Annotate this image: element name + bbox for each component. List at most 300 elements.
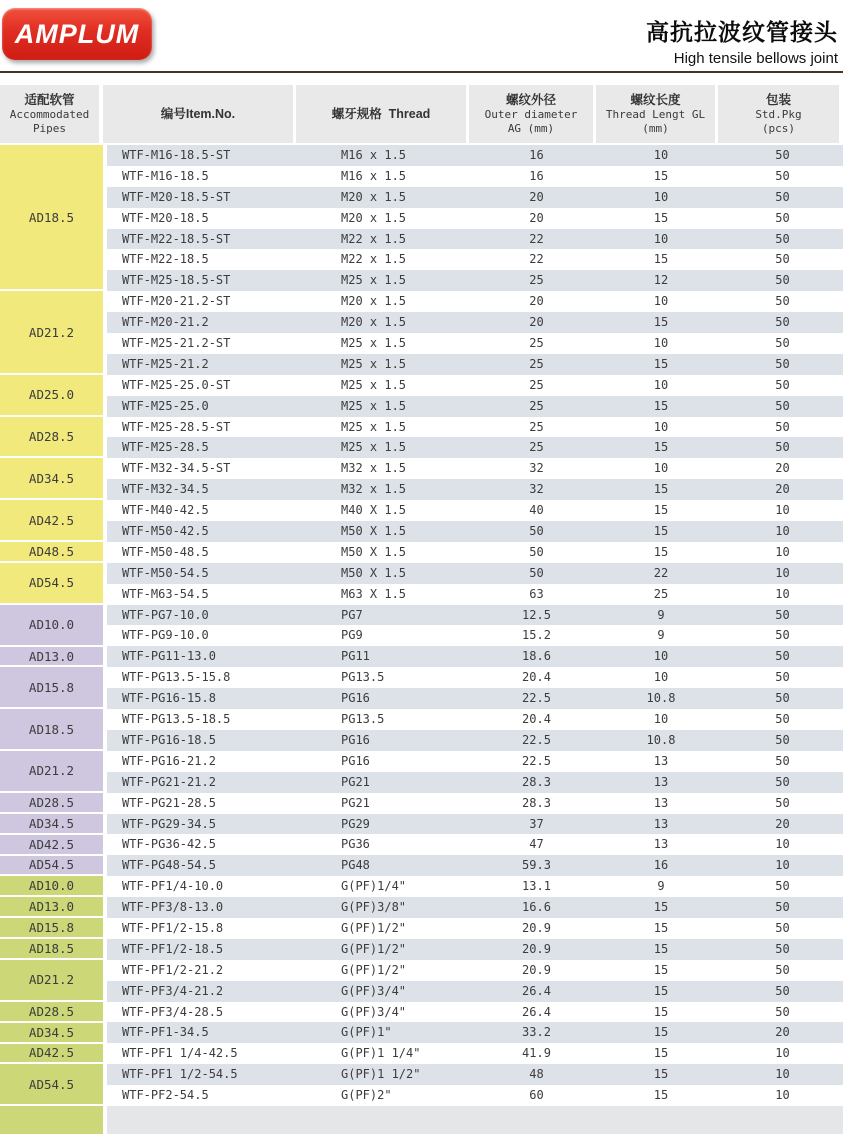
thread-length-cell: 15 [653,356,669,371]
thread-cell: G(PF)3/8" [341,900,407,915]
package-cell: 50 [775,691,790,706]
thread-length-cell: 10 [653,649,669,664]
package-cell: 50 [775,879,790,894]
item-no-cell: WTF-M20-21.2-ST [122,294,231,309]
table-row [107,542,843,563]
pipe-group-cell: AD21.2 [0,751,103,793]
header-line: (mm) [642,121,669,135]
thread-cell: M25 x 1.5 [341,377,407,392]
outer-diameter-cell: 32 [529,482,544,497]
table-row [107,625,843,646]
pipe-group-cell: AD21.2 [0,960,103,1002]
thread-cell: G(PF)1/2" [341,941,407,956]
table-row [107,166,843,187]
item-no-cell: WTF-PG48-54.5 [122,858,216,873]
table-row [107,1085,843,1106]
table-row [107,563,843,584]
package-cell: 20 [775,1025,790,1040]
thread-length-cell: 9 [657,607,665,622]
pipe-group-cell: AD54.5 [0,1064,103,1106]
item-no-cell: WTF-PG16-18.5 [122,732,216,747]
thread-length-cell: 10 [653,419,669,434]
item-no-cell: WTF-PG16-21.2 [122,753,216,768]
thread-cell: M32 x 1.5 [341,461,407,476]
package-cell: 20 [775,461,790,476]
thread-cell: G(PF)1/2" [341,962,407,977]
pipe-group-cell: AD25.0 [0,375,103,417]
thread-cell: PG48 [341,858,370,873]
pipe-group-column [0,145,103,1136]
thread-length-cell: 10 [653,148,669,162]
package-cell: 50 [775,732,790,747]
header-line: 适配软管 [24,92,75,107]
item-no-cell: WTF-PF1/4-10.0 [122,879,224,894]
thread-length-cell: 10.8 [646,691,676,706]
item-no-cell: WTF-PG36-42.5 [122,837,216,852]
package-cell: 50 [775,900,790,915]
package-cell: 10 [775,544,790,559]
outer-diameter-cell: 20 [529,294,544,309]
item-no-cell: WTF-PF2-54.5 [122,1088,209,1103]
header-line: Pipes [32,121,67,135]
outer-diameter-cell: 22.5 [522,691,551,706]
thread-length-cell: 15 [653,252,669,267]
outer-diameter-cell: 20 [529,315,544,330]
thread-cell: PG7 [341,607,363,622]
thread-length-cell: 10 [653,294,669,309]
package-cell: 10 [775,837,790,852]
table-row [107,814,843,835]
thread-length-cell: 13 [653,753,669,768]
table-row [107,375,843,396]
pipe-group-cell: AD18.5 [0,939,103,960]
item-no-cell: WTF-M20-18.5 [122,210,209,225]
item-no-cell: WTF-PG21-21.2 [122,774,216,789]
thread-length-cell: 15 [653,962,669,977]
outer-diameter-cell: 12.5 [522,607,551,622]
thread-cell: PG13.5 [341,712,385,727]
thread-length-cell: 15 [653,1004,669,1019]
package-cell: 50 [775,398,790,413]
thread-cell: M25 x 1.5 [341,356,407,371]
thread-cell: PG16 [341,753,370,768]
thread-length-cell: 16 [653,858,669,873]
header-line: Outer diameter [484,107,578,121]
package-cell: 50 [775,273,790,288]
outer-diameter-cell: 47 [529,837,544,852]
table-row [107,981,843,1002]
table-row [107,897,843,918]
table-row [107,270,843,291]
pipe-group-cell: AD54.5 [0,563,103,605]
thread-cell: M25 x 1.5 [341,440,407,455]
table-row [107,208,843,229]
thread-length-cell: 10 [653,712,669,727]
pipe-group-cell: AD34.5 [0,1023,103,1044]
outer-diameter-cell: 16 [529,148,544,162]
thread-cell: PG16 [341,691,370,706]
outer-diameter-cell: 59.3 [522,858,551,873]
pipe-group-cell: AD28.5 [0,793,103,814]
header-cell [296,85,469,143]
package-cell: 50 [775,336,790,351]
table-row [107,584,843,605]
thread-cell: M22 x 1.5 [341,252,407,267]
thread-cell: M50 X 1.5 [341,544,407,559]
outer-diameter-cell: 25 [529,398,544,413]
divider-line [0,71,843,73]
item-no-cell: WTF-PF1 1/4-42.5 [122,1046,238,1061]
pipe-group-cell: AD21.2 [0,291,103,375]
pipe-group-cell: AD18.5 [0,145,103,291]
item-no-cell: WTF-M20-21.2 [122,315,209,330]
table-row [107,793,843,814]
thread-cell: PG21 [341,774,370,789]
package-cell: 50 [775,356,790,371]
outer-diameter-cell: 22.5 [522,732,551,747]
outer-diameter-cell: 20.9 [522,920,551,935]
item-no-cell: WTF-M25-25.0 [122,398,209,413]
item-no-cell: WTF-PG9-10.0 [122,628,209,643]
package-cell: 50 [775,231,790,246]
outer-diameter-cell: 18.6 [522,649,551,664]
thread-cell: M16 x 1.5 [341,148,407,162]
thread-length-cell: 15 [653,941,669,956]
table-row [107,1064,843,1085]
outer-diameter-cell: 60 [529,1088,544,1103]
pipe-group-cell: AD48.5 [0,542,103,563]
thread-cell: PG16 [341,732,370,747]
package-cell: 50 [775,628,790,643]
table-row [107,312,843,333]
thread-length-cell: 15 [653,210,669,225]
item-no-cell: WTF-PG7-10.0 [122,607,209,622]
thread-cell: G(PF)1/4" [341,879,407,894]
thread-length-cell: 15 [653,398,669,413]
item-no-cell: WTF-M16-18.5 [122,168,209,183]
item-no-cell: WTF-PF1 1/2-54.5 [122,1067,238,1082]
package-cell: 50 [775,649,790,664]
item-no-cell: WTF-M32-34.5-ST [122,461,231,476]
package-cell: 10 [775,1088,790,1103]
thread-cell: M50 X 1.5 [341,565,407,580]
thread-length-cell: 15 [653,983,669,998]
thread-length-cell: 15 [653,900,669,915]
table-row [107,1002,843,1023]
outer-diameter-cell: 37 [529,816,544,831]
thread-length-cell: 10 [653,377,669,392]
item-no-cell: WTF-M50-54.5 [122,565,209,580]
table-row [107,354,843,375]
item-no-cell: WTF-M25-28.5-ST [122,419,231,434]
thread-cell: G(PF)1 1/2" [341,1067,421,1082]
outer-diameter-cell: 40 [529,503,544,518]
table-rows [107,145,843,1134]
pipe-group-cell: AD13.0 [0,647,103,668]
item-no-cell: WTF-PG29-34.5 [122,816,216,831]
thread-length-cell: 15 [653,503,669,518]
thread-cell: M50 X 1.5 [341,524,407,539]
outer-diameter-cell: 13.1 [522,879,551,894]
header-line: 螺纹长度 [630,92,681,107]
logo-text: AMPLUM [14,18,140,49]
outer-diameter-cell: 25 [529,273,544,288]
table-row [107,145,843,166]
package-cell: 10 [775,503,790,518]
table-row [107,333,843,354]
table-row [107,751,843,772]
item-no-cell: WTF-M25-18.5-ST [122,273,231,288]
outer-diameter-cell: 25 [529,377,544,392]
package-cell: 50 [775,983,790,998]
thread-cell: PG36 [341,837,370,852]
package-cell: 50 [775,670,790,685]
pipe-group-cell: AD42.5 [0,835,103,856]
thread-length-cell: 15 [653,544,669,559]
item-no-cell: WTF-M20-18.5-ST [122,189,231,204]
package-cell: 50 [775,1004,790,1019]
thread-cell: PG29 [341,816,370,831]
outer-diameter-cell: 48 [529,1067,544,1082]
thread-cell: M20 x 1.5 [341,294,407,309]
package-cell: 50 [775,774,790,789]
outer-diameter-cell: 22.5 [522,753,551,768]
table-row [107,479,843,500]
item-no-cell: WTF-PF1/2-15.8 [122,920,224,935]
outer-diameter-cell: 16.6 [522,900,551,915]
table-row [107,521,843,542]
outer-diameter-cell: 28.3 [522,795,551,810]
thread-cell: M20 x 1.5 [341,189,407,204]
outer-diameter-cell: 20.4 [522,670,551,685]
outer-diameter-cell: 20.9 [522,941,551,956]
outer-diameter-cell: 26.4 [522,1004,551,1019]
outer-diameter-cell: 22 [529,231,544,246]
item-no-cell: WTF-M25-21.2-ST [122,336,231,351]
thread-cell: M25 x 1.5 [341,336,407,351]
package-cell: 10 [775,858,790,873]
table-row [107,646,843,667]
item-no-cell: WTF-M50-48.5 [122,544,209,559]
header-line: 包装 [765,92,791,107]
outer-diameter-cell: 15.2 [522,628,551,643]
header-line: (pcs) [761,121,796,135]
item-no-cell: WTF-M25-28.5 [122,440,209,455]
outer-diameter-cell: 50 [529,565,544,580]
header-cell [103,85,296,143]
package-cell: 50 [775,920,790,935]
outer-diameter-cell: 20.9 [522,962,551,977]
package-cell: 50 [775,148,790,162]
table-row [107,1043,843,1064]
outer-diameter-cell: 28.3 [522,774,551,789]
item-no-cell: WTF-M22-18.5 [122,252,209,267]
title-english: High tensile bellows joint [673,50,838,67]
outer-diameter-cell: 63 [529,586,544,601]
package-cell: 20 [775,816,790,831]
table-row [107,437,843,458]
amplum-logo [2,8,152,60]
thread-length-cell: 12 [653,273,669,288]
table-row [107,291,843,312]
item-no-cell: WTF-PF3/4-21.2 [122,983,224,998]
outer-diameter-cell: 20 [529,210,544,225]
table-header [0,85,843,143]
header-line: 螺纹外径 [505,92,556,107]
item-no-cell: WTF-M32-34.5 [122,482,209,497]
page-title [646,14,838,67]
header-cell [0,85,103,143]
item-no-cell: WTF-PG21-28.5 [122,795,216,810]
thread-length-cell: 15 [653,1067,669,1082]
item-no-cell: WTF-M40-42.5 [122,503,209,518]
table-row [107,834,843,855]
package-cell: 50 [775,189,790,204]
thread-cell: M20 x 1.5 [341,315,407,330]
package-cell: 20 [775,482,790,497]
thread-cell: PG11 [341,649,370,664]
package-cell: 50 [775,753,790,768]
table-row [107,605,843,626]
thread-length-cell: 9 [657,879,665,894]
package-cell: 10 [775,524,790,539]
thread-cell: PG21 [341,795,370,810]
thread-length-cell: 10 [653,461,669,476]
header-cell [469,85,596,143]
pipe-group-cell: AD28.5 [0,417,103,459]
thread-length-cell: 15 [653,1088,669,1103]
thread-length-cell: 10 [653,670,669,685]
table-row [107,417,843,438]
pipe-group-cell: AD34.5 [0,814,103,835]
package-cell: 50 [775,962,790,977]
item-no-cell: WTF-M50-42.5 [122,524,209,539]
package-cell: 50 [775,941,790,956]
table-row [107,730,843,751]
outer-diameter-cell: 33.2 [522,1025,551,1040]
header-line: Thread Lengt GL [605,107,706,121]
item-no-cell: WTF-PG11-13.0 [122,649,216,664]
thread-cell: M20 x 1.5 [341,210,407,225]
thread-cell: M22 x 1.5 [341,231,407,246]
thread-length-cell: 9 [657,628,665,643]
product-table [0,85,843,1134]
table-row [107,688,843,709]
outer-diameter-cell: 25 [529,440,544,455]
table-row [107,667,843,688]
package-cell: 10 [775,1067,790,1082]
package-cell: 50 [775,168,790,183]
item-no-cell: WTF-M63-54.5 [122,586,209,601]
outer-diameter-cell: 32 [529,461,544,476]
thread-length-cell: 13 [653,816,669,831]
package-cell: 50 [775,315,790,330]
item-no-cell: WTF-PF3/4-28.5 [122,1004,224,1019]
pipe-group-cell: AD10.0 [0,605,103,647]
table-row [107,918,843,939]
header-line: Std.Pkg [755,107,802,121]
package-cell: 10 [775,1046,790,1061]
thread-cell: G(PF)2" [341,1088,392,1103]
header-line: 螺牙规格 Thread [331,106,431,121]
package-cell: 10 [775,565,790,580]
pipe-group-cell: AD54.5 [0,856,103,877]
package-cell: 10 [775,586,790,601]
outer-diameter-cell: 25 [529,356,544,371]
package-cell: 50 [775,607,790,622]
package-cell: 50 [775,419,790,434]
thread-length-cell: 15 [653,1046,669,1061]
title-chinese: 高抗拉波纹管接头 [646,19,838,45]
pipe-group-cell: AD15.8 [0,918,103,939]
package-cell: 50 [775,210,790,225]
thread-length-cell: 15 [653,1025,669,1040]
thread-length-cell: 22 [653,565,669,580]
thread-cell: G(PF)1/2" [341,920,407,935]
item-no-cell: WTF-PG16-15.8 [122,691,216,706]
table-filler-row [107,1106,843,1134]
thread-cell: M25 x 1.5 [341,419,407,434]
item-no-cell: WTF-M25-25.0-ST [122,377,231,392]
table-row [107,458,843,479]
package-cell: 50 [775,294,790,309]
outer-diameter-cell: 50 [529,524,544,539]
thread-length-cell: 25 [653,586,669,601]
thread-cell: PG13.5 [341,670,385,685]
thread-length-cell: 15 [653,482,669,497]
table-row [107,709,843,730]
table-row [107,229,843,250]
package-cell: 50 [775,377,790,392]
thread-cell: G(PF)1 1/4" [341,1046,421,1061]
thread-length-cell: 15 [653,524,669,539]
table-row [107,772,843,793]
pipe-group-cell: AD13.0 [0,897,103,918]
table-row [107,1022,843,1043]
item-no-cell: WTF-PF1/2-21.2 [122,962,224,977]
thread-cell: PG9 [341,628,363,643]
outer-diameter-cell: 50 [529,544,544,559]
thread-cell: M32 x 1.5 [341,482,407,497]
item-no-cell: WTF-PF1/2-18.5 [122,941,224,956]
item-no-cell: WTF-M25-21.2 [122,356,209,371]
item-no-cell: WTF-PF1-34.5 [122,1025,209,1040]
pipe-group-cell: AD42.5 [0,1044,103,1065]
pipe-group-cell: AD10.0 [0,876,103,897]
table-row [107,855,843,876]
item-no-cell: WTF-PG13.5-15.8 [122,670,231,685]
thread-length-cell: 13 [653,837,669,852]
table-row [107,876,843,897]
thread-length-cell: 15 [653,315,669,330]
thread-length-cell: 15 [653,920,669,935]
outer-diameter-cell: 26.4 [522,983,551,998]
thread-cell: G(PF)3/4" [341,1004,407,1019]
thread-cell: M25 x 1.5 [341,273,407,288]
pipe-group-filler [0,1106,103,1136]
package-cell: 50 [775,440,790,455]
pipe-group-cell: AD28.5 [0,1002,103,1023]
pipe-group-cell: AD34.5 [0,458,103,500]
table-row [107,500,843,521]
pipe-group-cell: AD42.5 [0,500,103,542]
thread-length-cell: 15 [653,440,669,455]
outer-diameter-cell: 22 [529,252,544,267]
package-cell: 50 [775,712,790,727]
header-line: 编号Item.No. [160,106,236,121]
table-row [107,249,843,270]
table-row [107,939,843,960]
